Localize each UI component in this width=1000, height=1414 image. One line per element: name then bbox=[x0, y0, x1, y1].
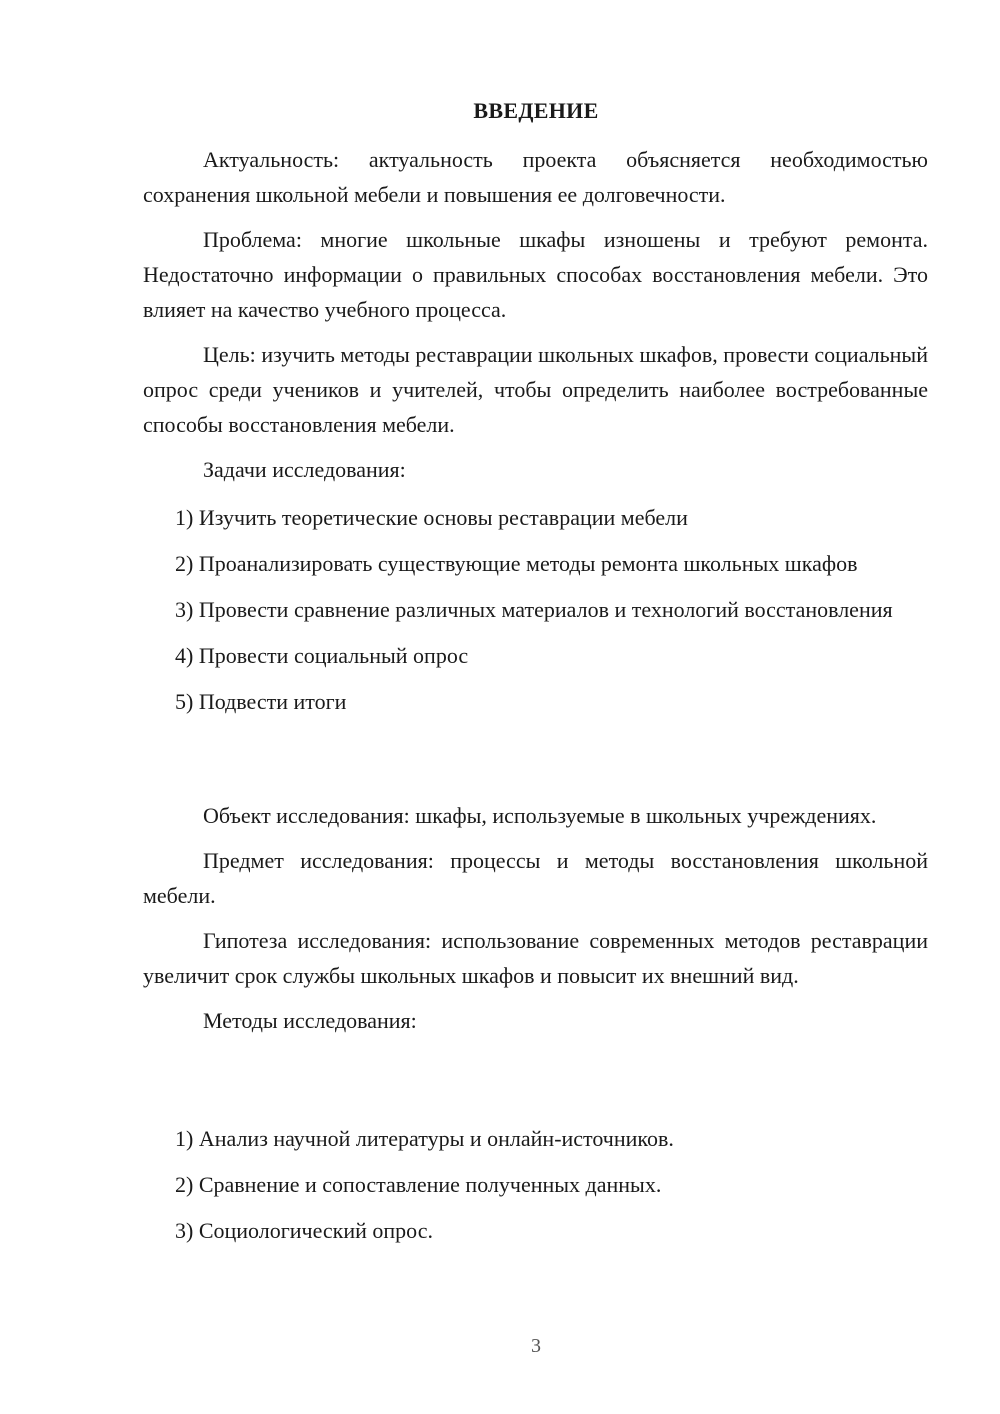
page-title: ВВЕДЕНИЕ bbox=[473, 98, 599, 123]
methods-heading: Методы исследования: bbox=[203, 1008, 417, 1033]
methods-list bbox=[143, 1121, 928, 1248]
goal-paragraph: Цель: изучить методы реставрации школьных шкафов, провести социальный опрос среди учеников и учителей, чтобы определить наиболее востребованные способы восстановления мебели. bbox=[143, 342, 928, 437]
list-item: 3) Социологический опрос. bbox=[175, 1218, 433, 1243]
object-paragraph: Объект исследования: шкафы, используемые в школьных учреждениях. bbox=[203, 803, 877, 828]
relevance-paragraph: Актуальность: актуальность проекта объясняется необходимостью сохранения школьной мебели и повышения ее долговечности. bbox=[143, 147, 928, 207]
intro-section-top bbox=[143, 142, 928, 487]
list-item: 2) Проанализировать существующие методы ремонта школьных шкафов bbox=[175, 551, 858, 576]
list-item: 4) Провести социальный опрос bbox=[175, 643, 469, 668]
hypothesis-paragraph: Гипотеза исследования: использование современных методов реставрации увеличит срок службы школьных шкафов и повысит их внешний вид. bbox=[143, 928, 928, 988]
problem-paragraph: Проблема: многие школьные шкафы изношены и требуют ремонта. Недостаточно информации о правильных способах восстановления мебели. Это влияет на качество учебного процесса. bbox=[143, 227, 928, 322]
page-number: 3 bbox=[531, 1335, 541, 1357]
tasks-heading: Задачи исследования: bbox=[203, 457, 406, 482]
list-item: 1) Анализ научной литературы и онлайн-источников. bbox=[175, 1126, 674, 1151]
tasks-list bbox=[143, 500, 928, 719]
list-item: 5) Подвести итоги bbox=[175, 689, 347, 714]
intro-section-bottom bbox=[143, 798, 928, 1038]
list-item: 1) Изучить теоретические основы реставрации мебели bbox=[175, 505, 688, 530]
list-item: 3) Провести сравнение различных материалов и технологий восстановления bbox=[175, 597, 893, 622]
subject-paragraph: Предмет исследования: процессы и методы восстановления школьной мебели. bbox=[143, 848, 928, 908]
list-item: 2) Сравнение и сопоставление полученных данных. bbox=[175, 1172, 662, 1197]
